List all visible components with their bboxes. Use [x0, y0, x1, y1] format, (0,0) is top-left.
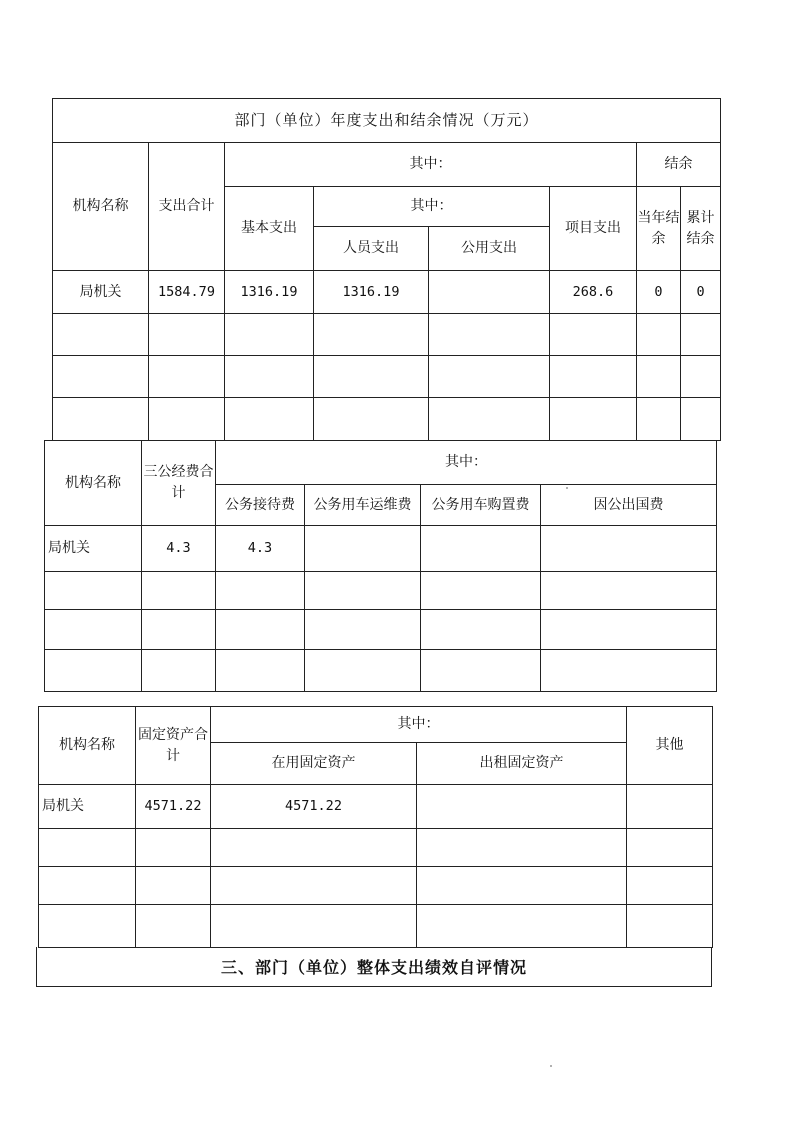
public-expenditure-header: 公用支出 — [429, 227, 550, 271]
expenditure-balance-table — [52, 98, 721, 441]
in-use-assets-header: 在用固定资产 — [211, 743, 417, 785]
personnel-cell: 1316.19 — [314, 271, 429, 314]
vehicle-purchase-cell — [421, 526, 541, 572]
three-public-expenses-table — [44, 440, 717, 692]
in-use-cell: 4571.22 — [211, 785, 417, 829]
project-expenditure-header: 项目支出 — [550, 187, 637, 271]
cumulative-balance-cell: 0 — [681, 271, 721, 314]
org-name-header: 机构名称 — [53, 143, 149, 271]
rented-cell — [417, 785, 627, 829]
total-cell: 1584.79 — [149, 271, 225, 314]
public-cell — [429, 271, 550, 314]
vehicle-maintenance-header: 公务用车运维费 — [305, 485, 421, 526]
table-row — [39, 867, 713, 905]
among-header: 其中： — [225, 143, 637, 187]
other-cell — [627, 785, 713, 829]
table-row — [39, 905, 713, 948]
org-cell: 局机关 — [45, 526, 142, 572]
table-row — [53, 271, 721, 314]
table-row — [45, 610, 717, 650]
reception-header: 公务接待费 — [216, 485, 305, 526]
table-row — [39, 785, 713, 829]
basic-expenditure-header: 基本支出 — [225, 187, 314, 271]
current-balance-cell: 0 — [637, 271, 681, 314]
fixed-assets-table — [38, 706, 713, 948]
total-cell: 4571.22 — [136, 785, 211, 829]
abroad-travel-header: 因公出国费 — [541, 485, 717, 526]
vehicle-purchase-header: 公务用车购置费 — [421, 485, 541, 526]
three-public-total-header: 三公经费合计 — [142, 441, 216, 526]
section-3-heading-text: 三、部门（单位）整体支出绩效自评情况 — [220, 958, 527, 977]
table-row — [45, 526, 717, 572]
project-cell: 268.6 — [550, 271, 637, 314]
fixed-assets-total-header: 固定资产合计 — [136, 707, 211, 785]
rented-assets-header: 出租固定资产 — [417, 743, 627, 785]
cumulative-balance-header: 累计结余 — [681, 187, 721, 271]
personnel-expenditure-header: 人员支出 — [314, 227, 429, 271]
reception-cell: 4.3 — [216, 526, 305, 572]
balance-header: 结余 — [637, 143, 721, 187]
table-row — [53, 356, 721, 398]
vehicle-maintenance-cell — [305, 526, 421, 572]
abroad-travel-cell — [541, 526, 717, 572]
table-row — [53, 314, 721, 356]
table-title: 部门（单位）年度支出和结余情况（万元） — [53, 99, 721, 143]
section-heading — [36, 947, 712, 987]
scan-speck — [566, 487, 568, 489]
org-name-header: 机构名称 — [39, 707, 136, 785]
org-name-header: 机构名称 — [45, 441, 142, 526]
total-cell: 4.3 — [142, 526, 216, 572]
table-row — [45, 650, 717, 692]
org-cell: 局机关 — [53, 271, 149, 314]
org-cell: 局机关 — [39, 785, 136, 829]
scan-speck — [550, 1065, 552, 1067]
other-header: 其他 — [627, 707, 713, 785]
among-header: 其中： — [216, 441, 717, 485]
among-basic-header: 其中： — [314, 187, 550, 227]
table-row — [53, 398, 721, 441]
basic-cell: 1316.19 — [225, 271, 314, 314]
total-expenditure-header: 支出合计 — [149, 143, 225, 271]
current-year-balance-header: 当年结余 — [637, 187, 681, 271]
table-row — [39, 829, 713, 867]
table-row — [45, 572, 717, 610]
among-header: 其中： — [211, 707, 627, 743]
